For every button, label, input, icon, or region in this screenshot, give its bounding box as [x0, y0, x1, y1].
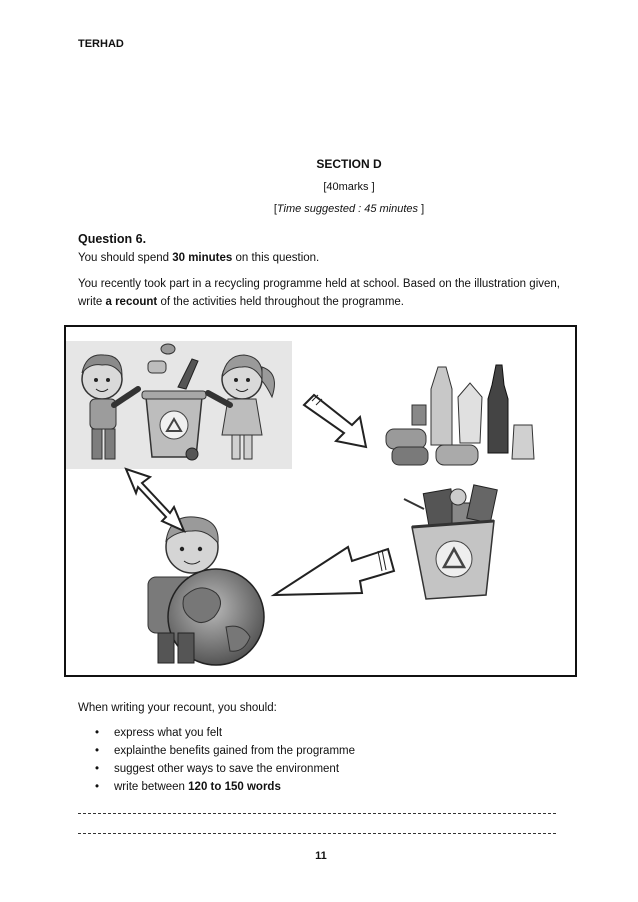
time-bracket-close: ]: [421, 203, 425, 215]
instruction-item-word-count: [95, 778, 355, 796]
task-suffix: of the activities held throughout the programme.: [157, 296, 405, 308]
word-count-range: 120 to 150 words: [188, 781, 281, 793]
section-marks: [40marks ]: [323, 181, 375, 193]
instructions-list: [95, 724, 355, 796]
section-title: SECTION D: [316, 157, 382, 171]
page-header-restricted: TERHAD: [78, 38, 124, 50]
recycling-illustration: [66, 327, 575, 675]
spend-prefix: You should spend: [78, 252, 173, 264]
question-time-instruction: [78, 252, 319, 264]
task-prefix: You recently took part in a recycling programme held at school. Based on the illustration given, write: [78, 278, 560, 308]
instructions-intro: When writing your recount, you should:: [78, 702, 277, 714]
section-time-suggested: [0, 203, 638, 215]
answer-line: [78, 833, 556, 834]
word-count-prefix: write between: [114, 781, 189, 793]
page-number: 11: [315, 850, 327, 862]
spend-suffix: on this question.: [232, 252, 320, 264]
question-task: [78, 275, 560, 311]
time-suggested-text: Time suggested : 45 minutes: [276, 203, 419, 215]
time-bracket-open: [: [273, 203, 277, 215]
instruction-item: • explainthe benefits gained from the programme: [95, 742, 355, 760]
question-title: Question 6.: [78, 232, 147, 246]
instruction-item: • suggest other ways to save the environment: [95, 760, 355, 778]
instruction-item: • express what you felt: [95, 724, 355, 742]
spend-minutes: 30 minutes: [172, 252, 233, 264]
arrow-left-bottom-icon: [274, 547, 394, 595]
double-arrow-vertical-icon: [126, 469, 184, 531]
arrow-right-down-icon: [304, 395, 366, 447]
task-recount: a recount: [105, 296, 158, 308]
electronic-waste-bin-image: [404, 485, 497, 599]
boy-hugging-earth-image: [148, 517, 264, 665]
recyclable-items-image: [386, 365, 534, 465]
children-recycling-image: [66, 341, 292, 469]
answer-line: [78, 813, 556, 814]
illustration-frame: [64, 325, 577, 677]
